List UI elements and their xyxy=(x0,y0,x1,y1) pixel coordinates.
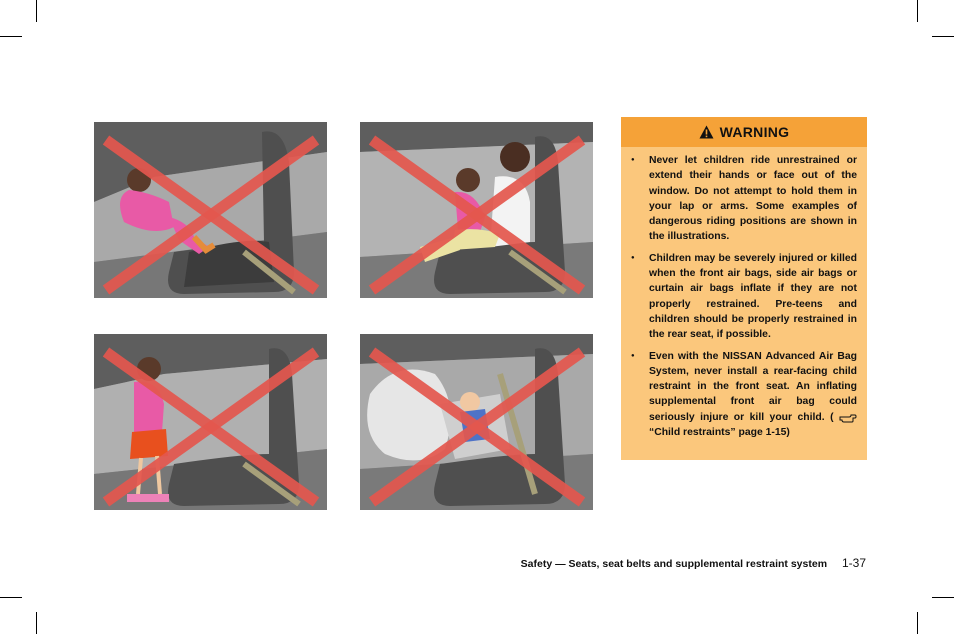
page-footer xyxy=(521,556,866,570)
illustration-child-out-window xyxy=(94,122,327,298)
warning-box xyxy=(621,117,867,460)
crop-mark xyxy=(36,612,37,634)
crop-mark xyxy=(932,36,954,37)
crop-mark xyxy=(917,0,918,22)
crop-mark xyxy=(932,597,954,598)
warning-item: ● Never let children ride unrestrained or extend their hands or face out of the window. Do not attempt to hold them in your lap or arms. Some examples of dangerous riding positions are shown in the illustrations. xyxy=(649,153,857,245)
illustration-child-standing xyxy=(94,334,327,510)
crop-mark xyxy=(36,0,37,22)
section-title: Safety — Seats, seat belts and supplemental restraint system xyxy=(520,558,828,570)
illustration-child-on-lap xyxy=(360,122,593,298)
warning-header xyxy=(621,117,867,147)
crop-mark xyxy=(0,36,22,37)
crop-mark xyxy=(917,612,918,634)
warning-item: ● Children may be severely injured or killed when the front air bags, side air bags or curtain air bags inflate if they are not properly restrained. Pre-teens and children should be properly restrained in the rear seat, if possible. xyxy=(649,251,857,343)
warning-item xyxy=(649,349,857,441)
warning-item-text: Even with the NISSAN Advanced Air Bag System, never install a rear-facing child restraint in the front seat. An inflating supplemental front air bag could seriously injure or kill your child. ( xyxy=(649,350,857,423)
pointing-hand-icon xyxy=(839,412,857,423)
warning-title: WARNING xyxy=(719,124,790,140)
cross-reference-link[interactable]: “Child restraints” page 1-15) xyxy=(649,427,790,439)
warning-triangle-icon xyxy=(699,125,714,139)
illustration-rear-facing-seat-airbag xyxy=(360,334,593,510)
warning-list xyxy=(621,147,867,440)
page-number: 1-37 xyxy=(841,556,866,570)
crop-mark xyxy=(0,597,22,598)
